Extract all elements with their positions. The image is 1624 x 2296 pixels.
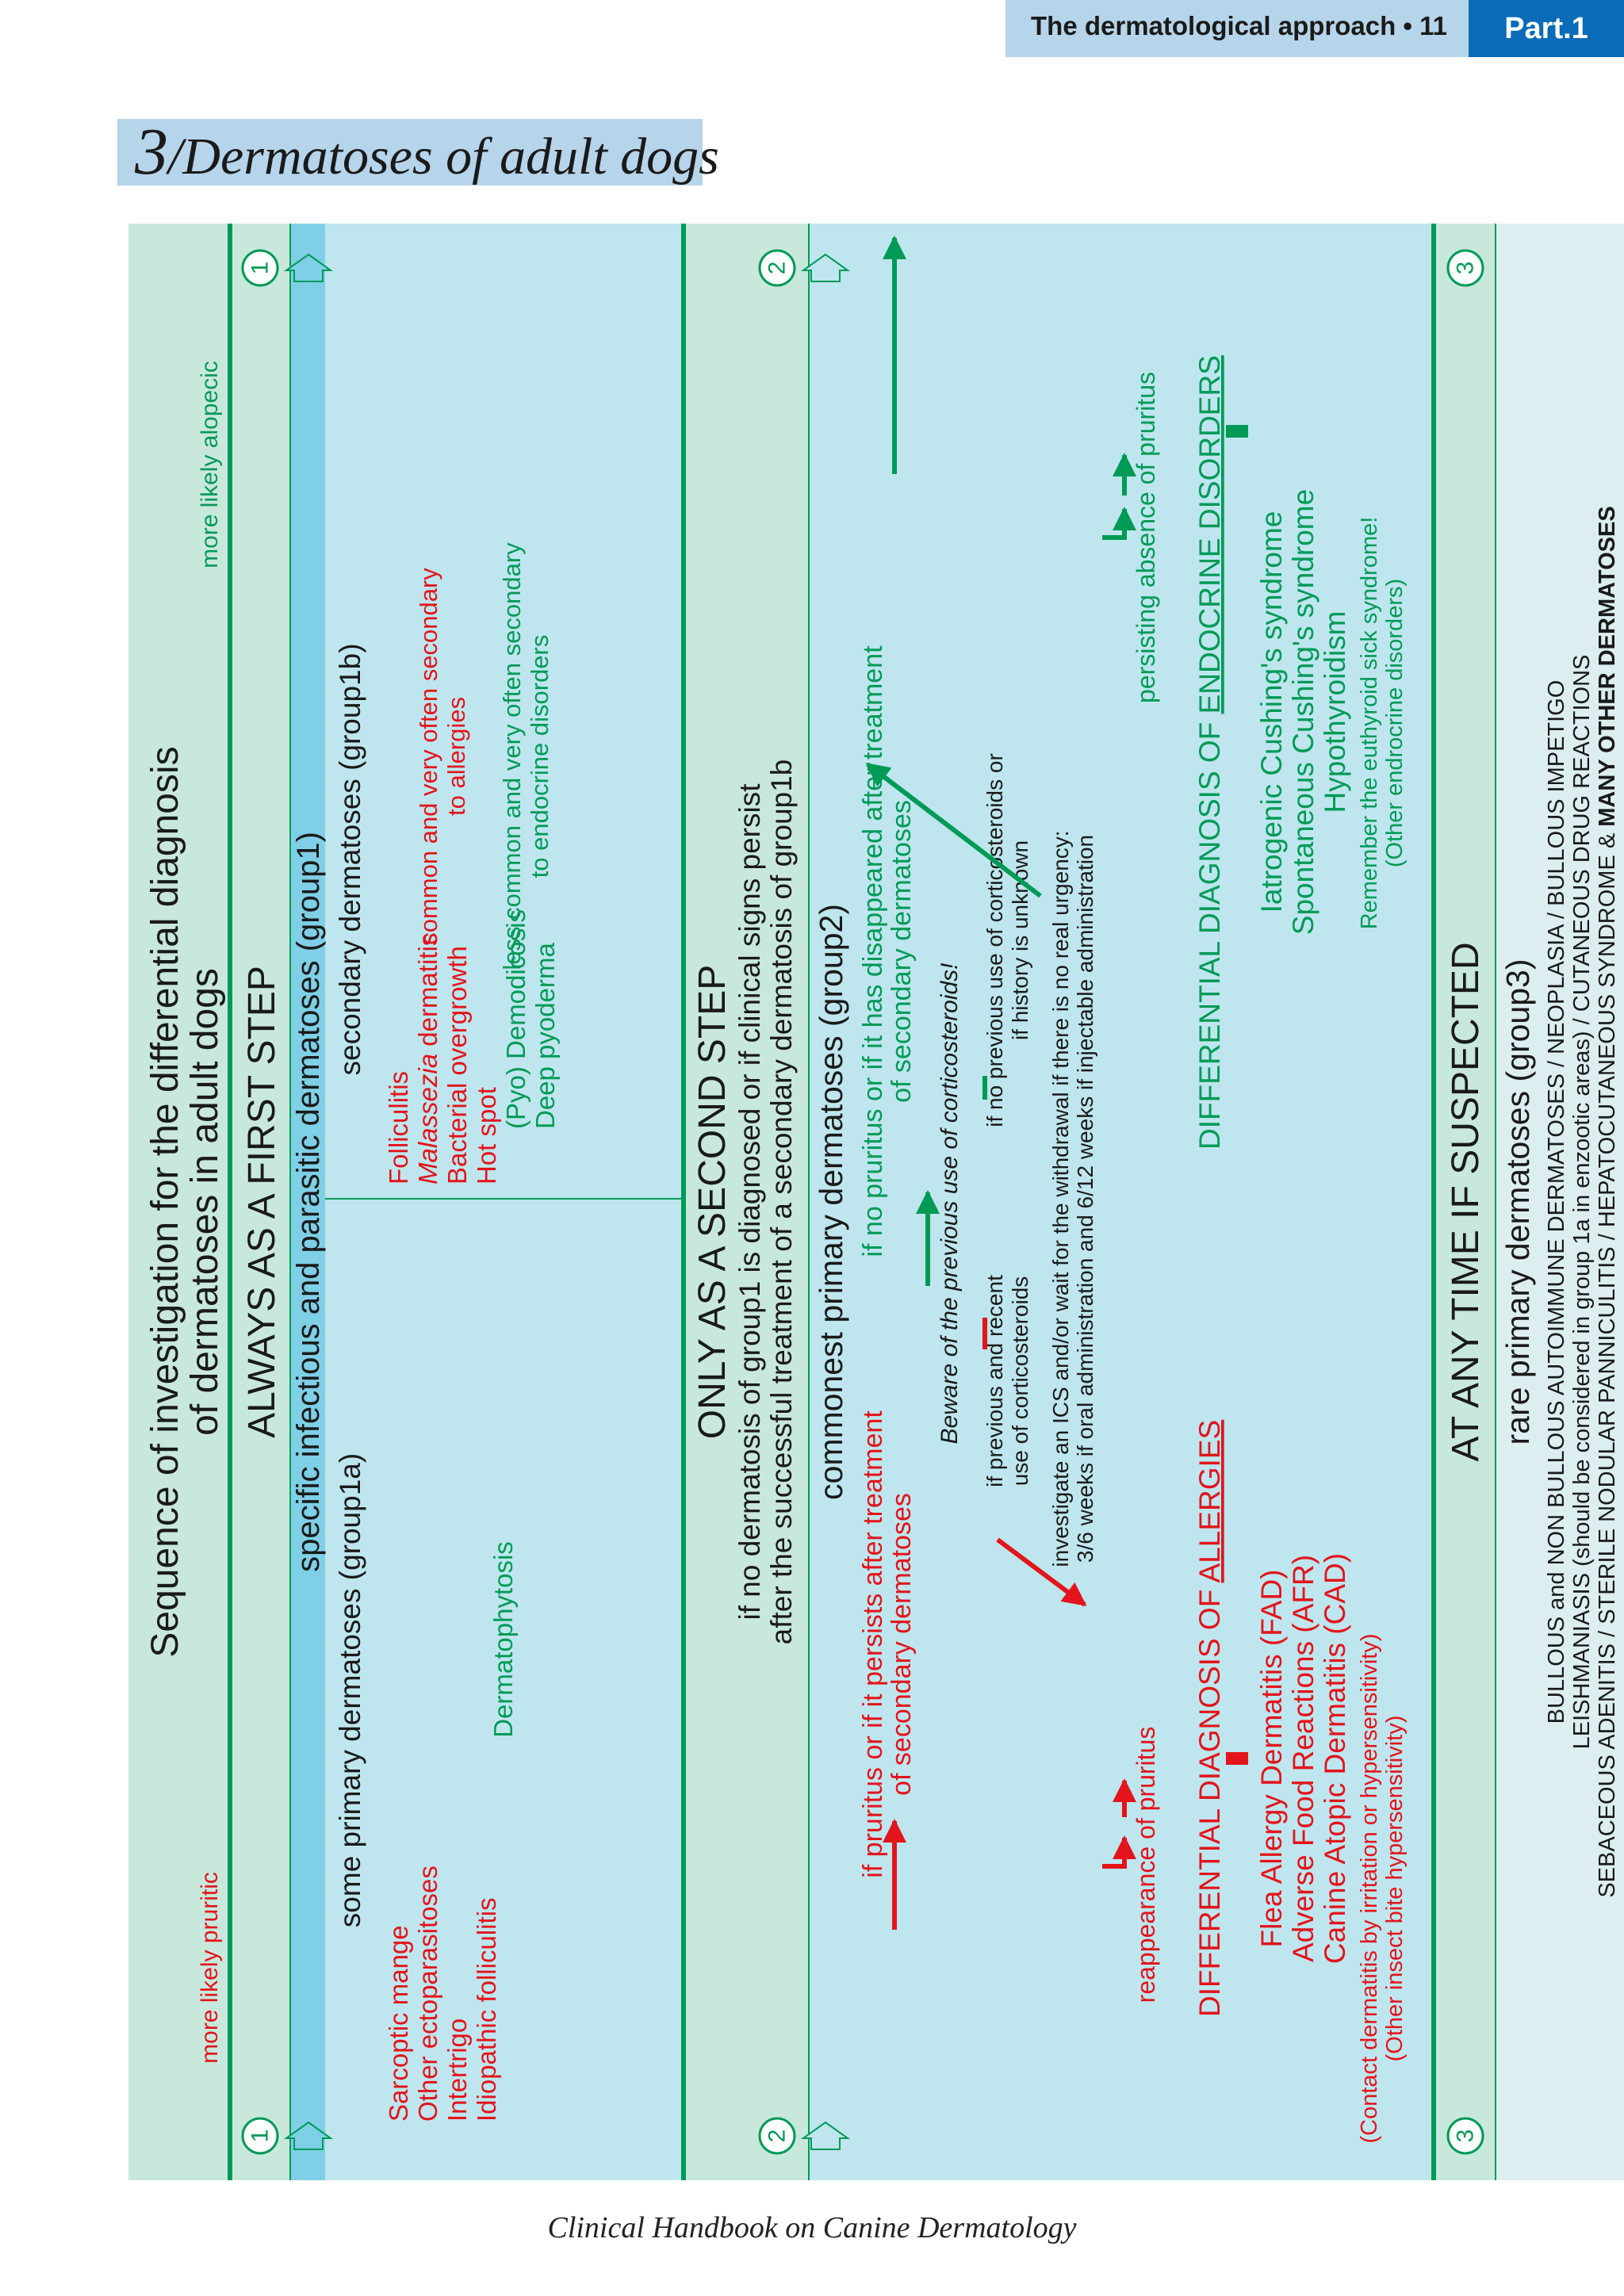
group3-line1: BULLOUS and NON BULLOUS AUTOIMMUNE DERMATOSES / NEOPLASIA / BULLOUS IMPETIGO	[1544, 679, 1569, 1724]
prev-recent-line2: use of corticosteroids	[1008, 1276, 1032, 1487]
allergy-note-line1: (Contact dermatitis by irritation or hypersensitivity)	[1357, 1633, 1382, 2144]
group1b-heading: secondary dermatoses (group1b)	[334, 643, 366, 1076]
step2-sub2: after the successful treatment of a secondary dermatosis of group1b	[765, 759, 798, 1645]
footer-book-title: Clinical Handbook on Canine Dermatology	[547, 2211, 1077, 2244]
dermatoses-flow-diagram	[128, 224, 1620, 2180]
more-likely-pruritic: more likely pruritic	[197, 1872, 223, 2064]
group1b-red-note: to allergies	[442, 697, 470, 816]
running-header-title: The dermatological approach • 11	[1031, 11, 1448, 40]
malassezia-italic: Malassezia	[413, 1053, 442, 1184]
step1-heading: ALWAYS AS A FIRST STEP	[241, 966, 283, 1438]
group1-heading: specific infectious and parasitic dermatoses (group1)	[291, 832, 326, 1572]
dd-endocrine-prefix: DIFFERENTIAL DIAGNOSIS OF	[1193, 714, 1226, 1150]
no-prev-line1: if no previous use of corticosteroids or	[982, 753, 1007, 1127]
if-no-pruritus-line1: if no pruritus or if it has disappeared after treatment	[858, 645, 888, 1257]
allergy-cad: Canine Atopic Dermatitis (CAD)	[1319, 1552, 1351, 1965]
if-no-pruritus-line2: of secondary dermatoses	[887, 800, 917, 1103]
group1b-green-item: Deep pyoderma	[530, 943, 560, 1129]
section-title	[135, 115, 719, 189]
group3-line3	[1595, 506, 1620, 1897]
more-likely-alopecic: more likely alopecic	[197, 361, 223, 568]
endocrine-iatrogenic: Iatrogenic Cushing's syndrome	[1255, 511, 1288, 913]
step3-marker-top	[1448, 251, 1483, 285]
endocrine-note-line2: (Other endrocrine disorders)	[1382, 578, 1408, 868]
allergy-fad: Flea Allergy Dermatitis (FAD)	[1255, 1569, 1288, 1948]
if-pruritus-line2: of secondary dermatoses	[887, 1493, 917, 1796]
group1a-item: Intertrigo	[442, 2018, 472, 2122]
part-badge: Part.1	[1469, 0, 1624, 57]
step3-number-top: 3	[1452, 261, 1479, 275]
group1b-item-malassezia	[413, 933, 442, 1184]
step2-number-top: 2	[764, 261, 791, 275]
group1b-item-hotspot: Hot spot	[472, 1087, 501, 1184]
section-number: 3	[135, 115, 168, 189]
dd-allergies-word: ALLERGIES	[1193, 1419, 1226, 1583]
step3-number: 3	[1452, 2129, 1479, 2143]
no-prev-line2: if history is unknown	[1008, 840, 1032, 1041]
step2-sub1: if no dermatosis of group1 is diagnosed or if clinical signs persist	[733, 783, 766, 1621]
group1b-green-note: to endocrine disorders	[526, 634, 553, 878]
allergy-afr: Adverse Food Reactions (AFR)	[1287, 1554, 1320, 1963]
step1-number: 1	[247, 2129, 274, 2143]
persisting-absence: persisting absence of pruritus	[1132, 372, 1160, 703]
endocrine-note-line1: Remember the euthyroid sick syndrome!	[1357, 516, 1382, 930]
group3-heading: rare primary dermatoses (group3)	[1500, 959, 1536, 1445]
section-title-text: /Dermatoses of adult dogs	[168, 128, 719, 186]
group3-line3a: SEBACEOUS ADENITIS / STERILE NODULAR PANNICULITIS / HEPATOCUTANEOUS SYNDROME &	[1595, 826, 1620, 1898]
beware-corticosteroids: Beware of the previous use of corticosteroids!	[936, 962, 963, 1445]
if-pruritus-line1: if pruritus or if it persists after treatment	[858, 1410, 888, 1878]
step3-heading: AT ANY TIME IF SUSPECTED	[1445, 942, 1487, 1462]
dd-endocrine-word: ENDOCRINE DISORDERS	[1193, 355, 1226, 714]
connector-endocrine	[1226, 425, 1248, 438]
group1b-green-note: less common and very often secondary	[498, 542, 526, 970]
investigate-line2: 3/6 weeks if oral administration and 6/12 weeks if injectable administration	[1073, 834, 1097, 1563]
group1a-heading: some primary dermatoses (group1a)	[334, 1452, 366, 1928]
dd-endocrine-heading	[1193, 355, 1226, 1150]
step2-heading: ONLY AS A SECOND STEP	[691, 964, 733, 1440]
dd-allergies-prefix: DIFFERENTIAL DIAGNOSIS OF	[1193, 1582, 1226, 2017]
group1a-item: Sarcoptic mange	[384, 1925, 413, 2122]
prev-recent-line1: if previous and recent	[982, 1275, 1007, 1487]
step2-number: 2	[764, 2129, 791, 2143]
step1-number-top: 1	[247, 261, 274, 275]
step1-body	[325, 224, 684, 2180]
allergy-note-line2: (Other insect bite hypersensitivity)	[1382, 1715, 1408, 2062]
group3-line2: LEISHMANIASIS (should be considered in group 1a in enzootic areas) / CUTANEOUS DRUG REACTIONS	[1569, 654, 1595, 1750]
endocrine-hypothyroidism: Hypothyroidism	[1319, 610, 1351, 813]
step3-marker-bottom	[1448, 2118, 1483, 2153]
endocrine-spontaneous: Spontaneous Cushing's syndrome	[1287, 488, 1320, 936]
dd-allergies-heading	[1193, 1420, 1226, 2017]
group3-line3b: MANY OTHER DERMATOSES	[1595, 506, 1620, 827]
reappearance-of-pruritus: reappearance of pruritus	[1132, 1726, 1160, 2003]
group1b-green-item: (Pyo) Demodicosis	[501, 909, 530, 1129]
group2-heading: commonest primary dermatoses (group2)	[813, 904, 849, 1500]
connector-allergies	[1226, 1752, 1248, 1765]
group1a-dermatophytosis: Dermatophytosis	[488, 1541, 518, 1738]
investigate-line1: investigate an ICS and/or wait for the withdrawal if there is no real urgency:	[1048, 830, 1073, 1567]
diagram-title-line1: Sequence of investigation for the differential diagnosis	[144, 746, 186, 1658]
group1a-item: Idiopathic folliculitis	[472, 1897, 501, 2122]
group1a-item: Other ectoparasitoses	[413, 1866, 442, 2122]
diagram-title-line2: of dermatoses in adult dogs	[184, 968, 226, 1436]
group1b-item-bacterial: Bacterial overgrowth	[442, 946, 472, 1184]
group1b-item-folliculitis: Folliculitis	[384, 1070, 413, 1184]
malassezia-suffix: dermatitis	[413, 932, 442, 1054]
group1b-red-note: common and very often secondary	[415, 568, 442, 945]
